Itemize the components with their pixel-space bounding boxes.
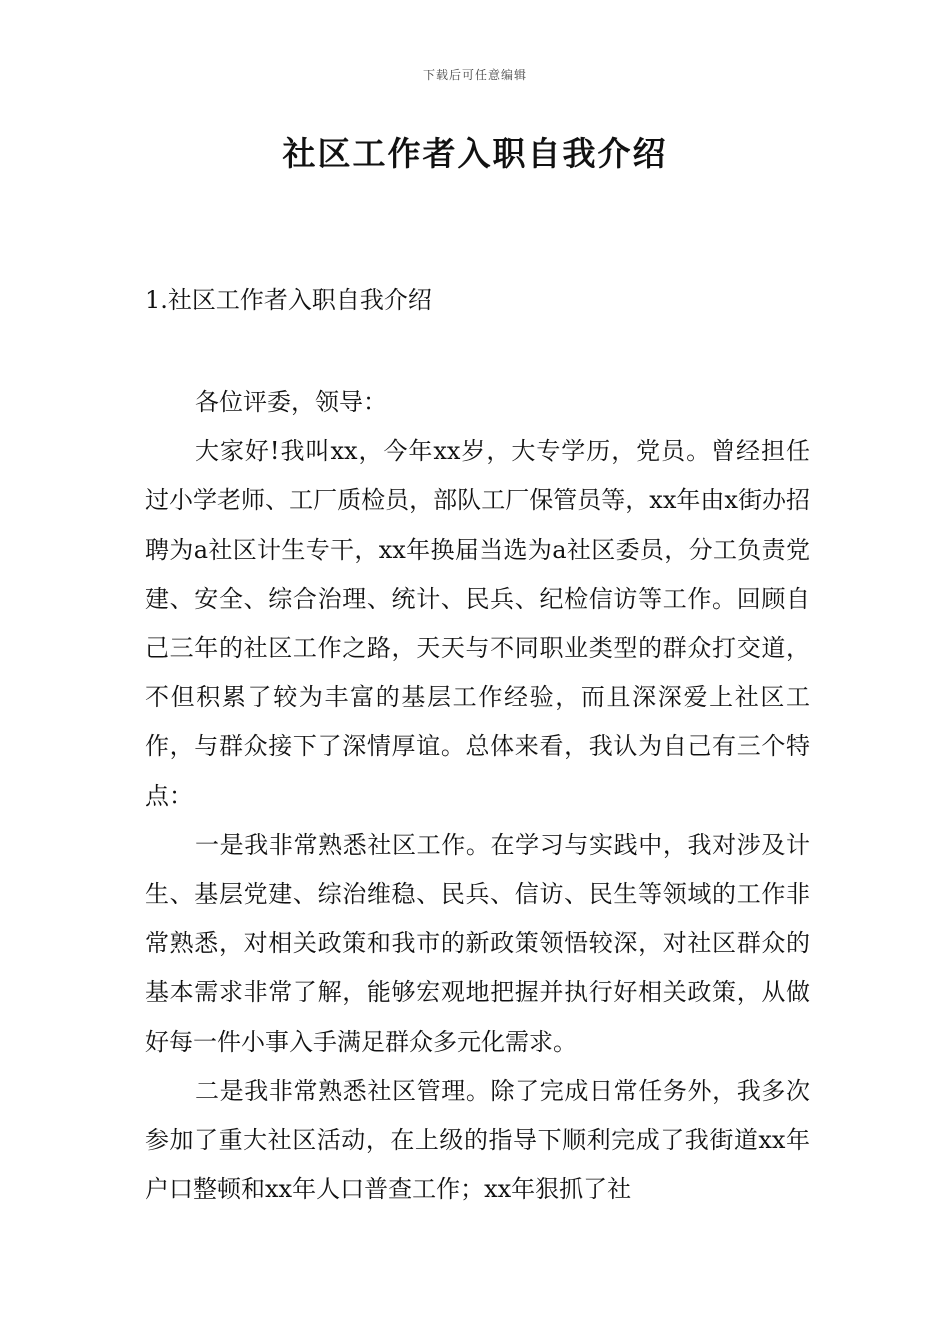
document-title: 社区工作者入职自我介绍 xyxy=(282,134,668,173)
paragraph-point-two: 二是我非常熟悉社区管理。除了完成日常任务外，我多次参加了重大社区活动，在上级的指导下顺利完成了我街道xx年户口整顿和xx年人口普查工作；xx年狠抓了社 xyxy=(145,1076,810,1204)
document-body xyxy=(145,378,810,1214)
header-note: 下载后可任意编辑 xyxy=(422,68,527,82)
paragraph-point-one: 一是我非常熟悉社区工作。在学习与实践中，我对涉及计生、基层党建、综治维稳、民兵、信访、民生等领域的工作非常熟悉，对相关政策和我市的新政策领悟较深，对社区群众的基本需求非常了解，能够宏观地把握并执行好相关政策，从做好每一件小事入手满足群众多元化需求。 xyxy=(145,830,810,1056)
paragraph-introduction: 大家好!我叫xx，今年xx岁，大专学历，党员。曾经担任过小学老师、工厂质检员，部队工厂保管员等，xx年由x街办招聘为a社区计生专干，xx年换届当选为a社区委员，分工负责党建、安全、综合治理、统计、民兵、纪检信访等工作。回顾自己三年的社区工作之路，天天与不同职业类型的群众打交道，不但积累了较为丰富的基层工作经验，而且深深爱上社区工作，与群众接下了深情厚谊。总体来看，我认为自己有三个特点： xyxy=(145,437,810,810)
paragraph-greeting: 各位评委，领导： xyxy=(195,388,387,416)
section-heading: 1.社区工作者入职自我介绍 xyxy=(145,286,432,314)
